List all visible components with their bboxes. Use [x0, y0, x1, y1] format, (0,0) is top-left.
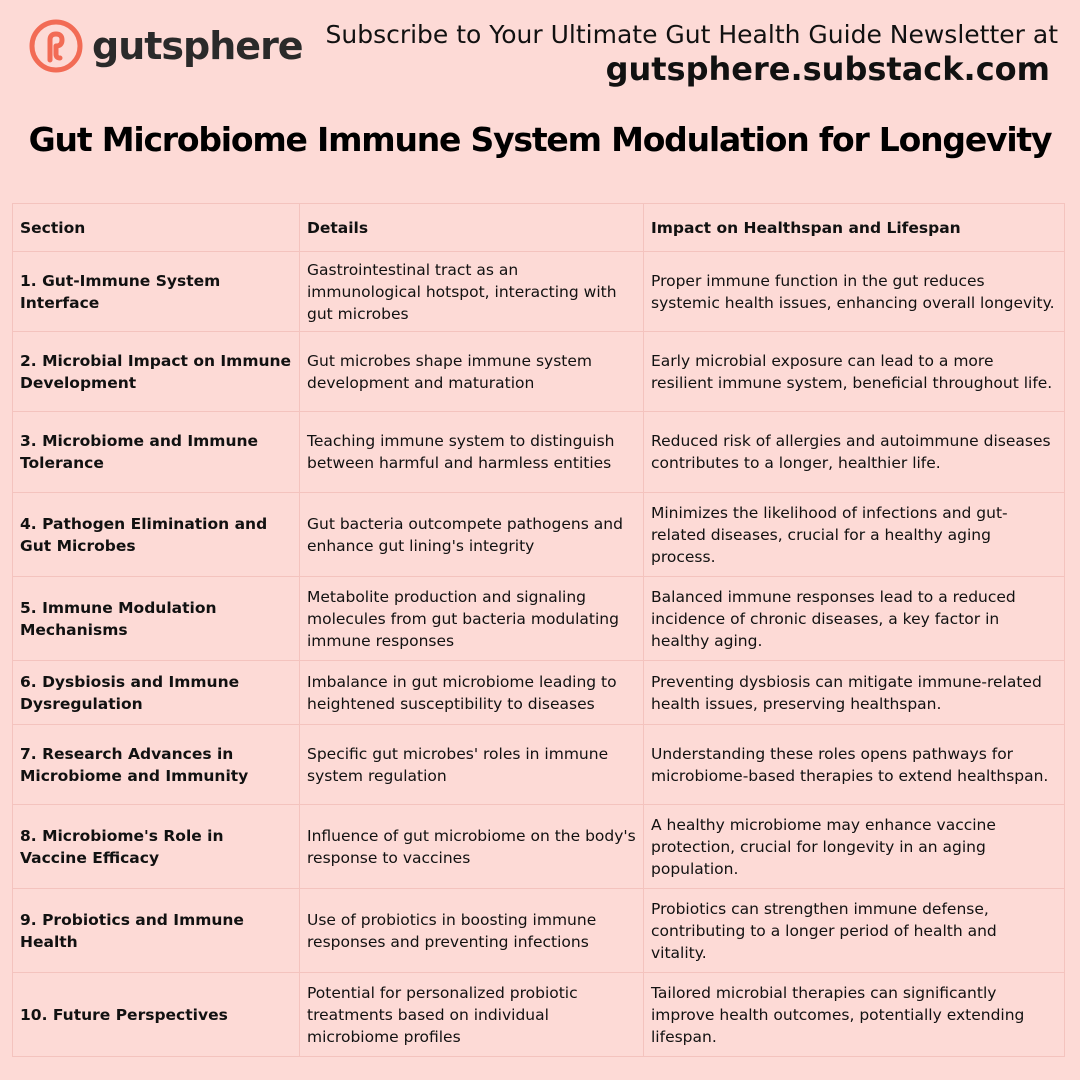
- impact-cell: Reduced risk of allergies and autoimmune diseases contributes to a longer, healthier life.: [644, 412, 1065, 493]
- impact-cell: Understanding these roles opens pathways for microbiome-based therapies to extend healthspan.: [644, 725, 1065, 805]
- details-cell: Specific gut microbes' roles in immune system regulation: [300, 725, 644, 805]
- section-cell: 9. Probiotics and Immune Health: [13, 889, 300, 973]
- table-row: [13, 661, 1065, 725]
- details-cell: Metabolite production and signaling molecules from gut bacteria modulating immune responses: [300, 577, 644, 661]
- header-impact: Impact on Healthspan and Lifespan: [644, 204, 1065, 252]
- table-row: [13, 412, 1065, 493]
- impact-cell: Preventing dysbiosis can mitigate immune-related health issues, preserving healthspan.: [644, 661, 1065, 725]
- impact-cell: A healthy microbiome may enhance vaccine protection, crucial for longevity in an aging population.: [644, 805, 1065, 889]
- details-cell: Use of probiotics in boosting immune responses and preventing infections: [300, 889, 644, 973]
- table-header-row: [13, 204, 1065, 252]
- header-details: Details: [300, 204, 644, 252]
- details-cell: Gut microbes shape immune system development and maturation: [300, 332, 644, 412]
- page-title: Gut Microbiome Immune System Modulation for Longevity: [28, 120, 1052, 159]
- impact-cell: Early microbial exposure can lead to a more resilient immune system, beneficial throughout life.: [644, 332, 1065, 412]
- impact-cell: Tailored microbial therapies can significantly improve health outcomes, potentially extending lifespan.: [644, 973, 1065, 1057]
- table-row: [13, 725, 1065, 805]
- section-cell: 5. Immune Modulation Mechanisms: [13, 577, 300, 661]
- table-row: [13, 493, 1065, 577]
- impact-cell: Probiotics can strengthen immune defense, contributing to a longer period of health and vitality.: [644, 889, 1065, 973]
- table-row: [13, 252, 1065, 332]
- section-cell: 10. Future Perspectives: [13, 973, 300, 1057]
- table-row: [13, 973, 1065, 1057]
- section-cell: 6. Dysbiosis and Immune Dysregulation: [13, 661, 300, 725]
- table-row: [13, 332, 1065, 412]
- impact-cell: Proper immune function in the gut reduces systemic health issues, enhancing overall longevity.: [644, 252, 1065, 332]
- table-row: [13, 889, 1065, 973]
- table-row: [13, 577, 1065, 661]
- info-table: [12, 203, 1065, 1057]
- section-cell: 2. Microbial Impact on Immune Development: [13, 332, 300, 412]
- details-cell: Teaching immune system to distinguish between harmful and harmless entities: [300, 412, 644, 493]
- section-cell: 7. Research Advances in Microbiome and Immunity: [13, 725, 300, 805]
- subscribe-text: Subscribe to Your Ultimate Gut Health Guide Newsletter at: [325, 20, 1058, 49]
- logo-wordmark: gutsphere: [92, 24, 303, 68]
- details-cell: Influence of gut microbiome on the body's response to vaccines: [300, 805, 644, 889]
- section-cell: 4. Pathogen Elimination and Gut Microbes: [13, 493, 300, 577]
- details-cell: Imbalance in gut microbiome leading to heightened susceptibility to diseases: [300, 661, 644, 725]
- section-cell: 3. Microbiome and Immune Tolerance: [13, 412, 300, 493]
- impact-cell: Minimizes the likelihood of infections and gut-related diseases, crucial for a healthy aging process.: [644, 493, 1065, 577]
- details-cell: Gut bacteria outcompete pathogens and enhance gut lining's integrity: [300, 493, 644, 577]
- section-cell: 1. Gut-Immune System Interface: [13, 252, 300, 332]
- table-row: [13, 805, 1065, 889]
- newsletter-url[interactable]: gutsphere.substack.com: [605, 50, 1050, 88]
- details-cell: Potential for personalized probiotic treatments based on individual microbiome profiles: [300, 973, 644, 1057]
- details-cell: Gastrointestinal tract as an immunological hotspot, interacting with gut microbes: [300, 252, 644, 332]
- header-section: Section: [13, 204, 300, 252]
- gut-icon: [28, 18, 84, 74]
- section-cell: 8. Microbiome's Role in Vaccine Efficacy: [13, 805, 300, 889]
- impact-cell: Balanced immune responses lead to a reduced incidence of chronic diseases, a key factor in healthy aging.: [644, 577, 1065, 661]
- brand-logo: [28, 18, 303, 74]
